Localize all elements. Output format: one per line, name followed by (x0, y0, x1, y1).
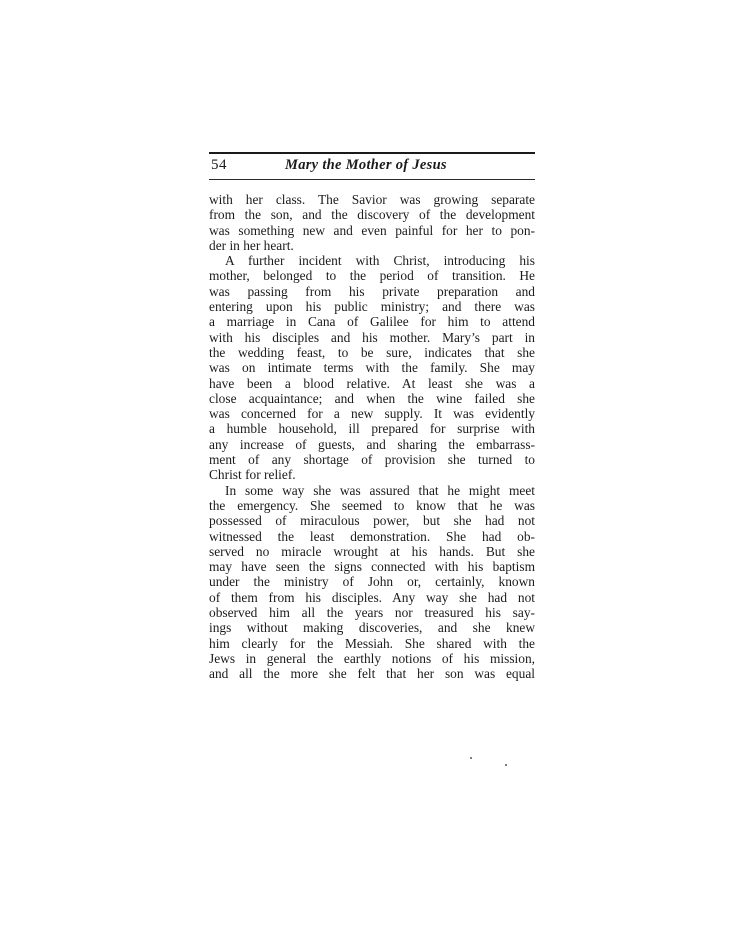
text-line: der in her heart. (209, 237, 294, 253)
text-line: a marriage in Cana of Galilee for him to attend (209, 314, 535, 330)
page-number: 54 (211, 157, 227, 173)
text-line: of them from his disciples. Any way she had not (209, 589, 535, 605)
scan-speck (470, 757, 472, 759)
text-line: entering upon his public ministry; and there was (209, 299, 535, 315)
text-line: possessed of miraculous power, but she had not (209, 513, 535, 529)
text-line: A further incident with Christ, introducing his (225, 253, 535, 269)
text-line: was concerned for a new supply. It was evidently (209, 406, 535, 422)
text-line: from the son, and the discovery of the development (209, 207, 535, 223)
text-line: with her class. The Savior was growing separate (209, 192, 535, 207)
text-line: observed him all the years nor treasured his say- (209, 605, 535, 621)
text-line: him clearly for the Messiah. She shared with the (209, 635, 535, 651)
text-line: served no miracle wrought at his hands. But she (209, 543, 535, 559)
text-line: Christ for relief. (209, 467, 296, 483)
page-header (209, 152, 535, 178)
header-rule-top (209, 152, 535, 154)
running-title: Mary the Mother of Jesus (285, 157, 447, 173)
text-line: have been a blood relative. At least she was a (209, 375, 535, 391)
text-line: Jews in general the earthly notions of his mission, (209, 650, 535, 666)
text-line: any increase of guests, and sharing the embarrass- (209, 436, 535, 452)
text-line: ings without making discoveries, and she knew (209, 620, 535, 636)
text-line: the emergency. She seemed to know that he was (209, 497, 535, 513)
text-line: the wedding feast, to be sure, indicates that she (209, 344, 535, 360)
text-line: may have seen the signs connected with his baptism (209, 559, 535, 575)
text-line: mother, belonged to the period of transition. He (209, 268, 535, 284)
text-line: witnessed the least demonstration. She had ob- (209, 528, 535, 544)
text-line: a humble household, ill prepared for surprise with (209, 421, 535, 437)
text-line: and all the more she felt that her son was equal (209, 666, 535, 682)
body-text (209, 192, 535, 682)
text-line: under the ministry of John or, certainly, known (209, 574, 535, 590)
text-line: was something new and even painful for her to pon- (209, 222, 535, 238)
scan-speck (505, 764, 507, 766)
header-rule-bottom (209, 179, 535, 180)
text-line: with his disciples and his mother. Mary’s part in (209, 329, 535, 345)
text-line: was passing from his private preparation and (209, 283, 535, 299)
text-line: In some way she was assured that he might meet (225, 482, 535, 498)
text-line: close acquaintance; and when the wine failed she (209, 390, 535, 406)
text-line: was on intimate terms with the family. She may (209, 360, 535, 376)
text-line: ment of any shortage of provision she turned to (209, 452, 535, 468)
